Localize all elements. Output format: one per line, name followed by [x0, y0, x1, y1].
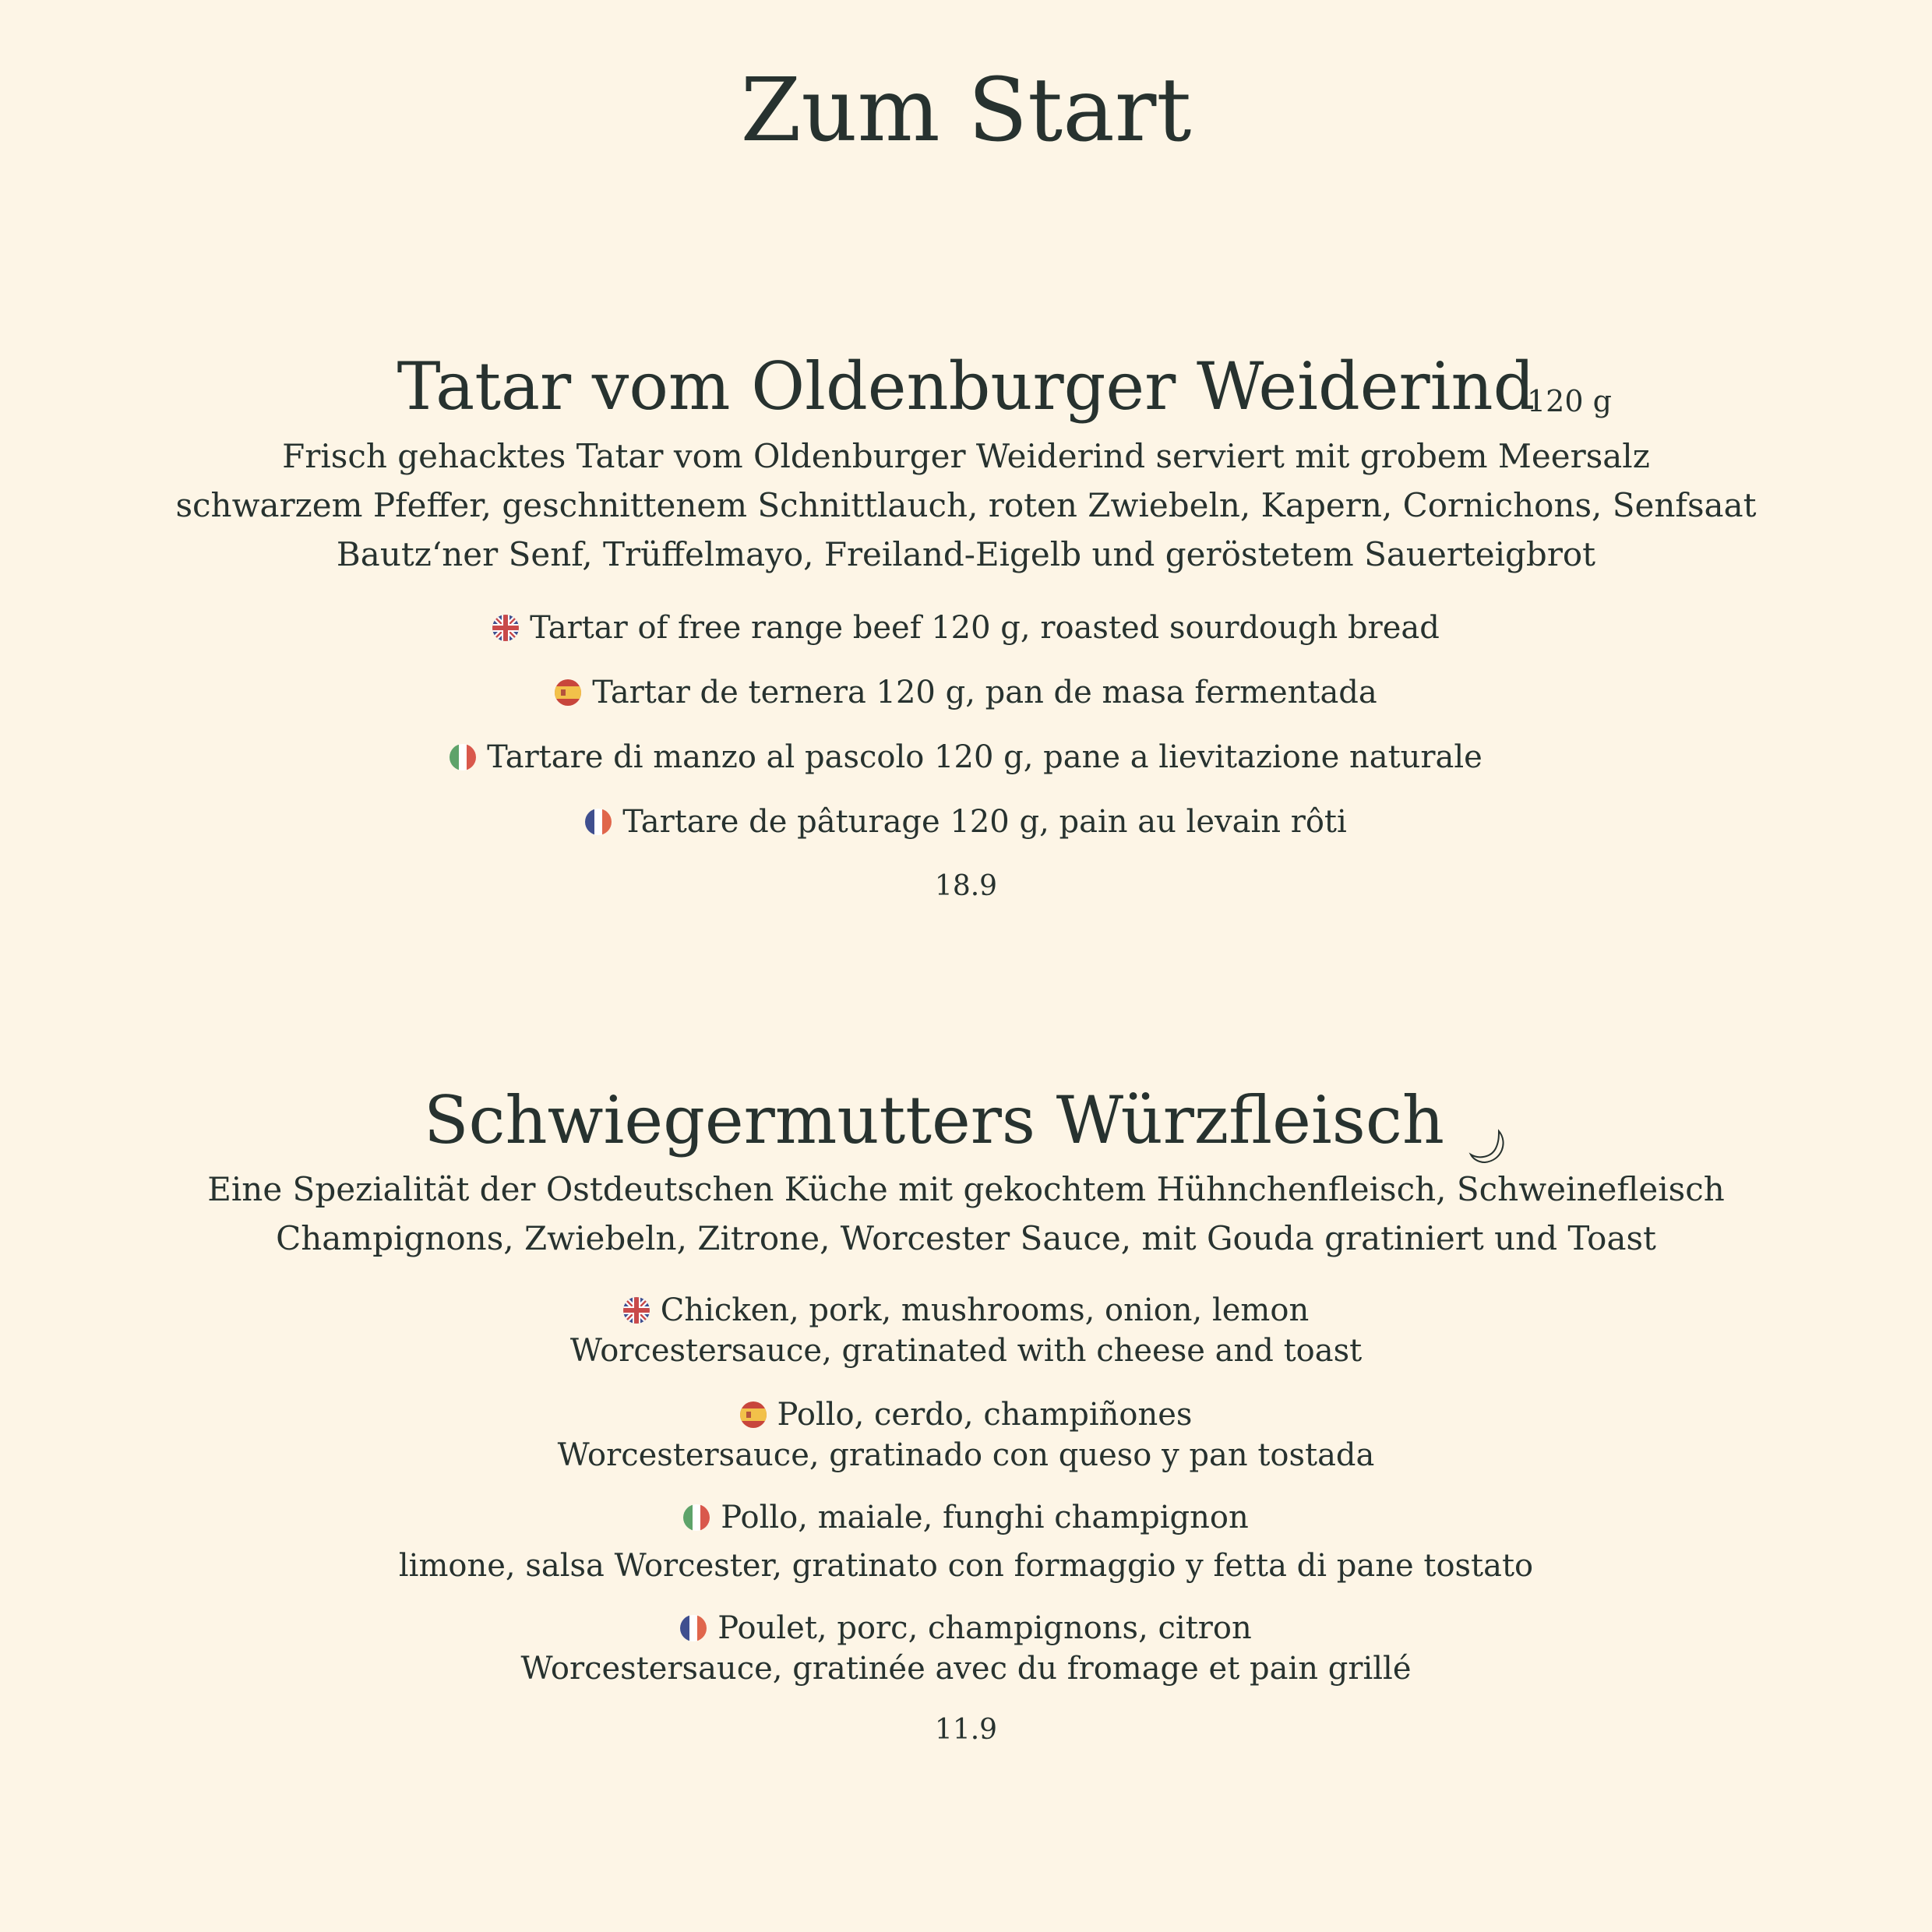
spain-flag-icon	[555, 679, 581, 706]
dish-description-line: Eine Spezialität der Ostdeutschen Küche mit gekochtem Hühnchenfleisch, Schweinefleisch	[207, 1170, 1725, 1208]
dish-description-line: schwarzem Pfeffer, geschnittenem Schnittlauch, roten Zwiebeln, Kapern, Cornichons, Senfsaat	[175, 486, 1757, 524]
translation-es	[0, 1394, 1932, 1435]
italy-flag-icon	[450, 744, 476, 770]
italy-flag-icon	[683, 1504, 710, 1531]
france-flag-icon	[585, 809, 612, 835]
dish-title-wuerzfleisch	[0, 1081, 1932, 1159]
translation-text: Poulet, porc, champignons, citron	[717, 1610, 1252, 1646]
translation-text: Pollo, cerdo, champiñones	[777, 1397, 1193, 1433]
translation-text-line2: limone, salsa Worcester, gratinato con formaggio y fetta di pane tostato	[398, 1548, 1534, 1584]
translation-text-line2: Worcestersauce, gratinado con queso y pan tostada	[557, 1437, 1375, 1473]
translation-fr	[0, 802, 1932, 842]
dish-title-tatar: Tatar vom Oldenburger Weiderind	[397, 348, 1535, 425]
dish-description-line: Champignons, Zwiebeln, Zitrone, Worcester Sauce, mit Gouda gratiniert und Toast	[276, 1219, 1656, 1257]
translation-text: Tartar of free range beef 120 g, roasted sourdough bread	[530, 610, 1440, 646]
translation-en	[0, 608, 1932, 648]
crescent-moon-icon	[1468, 1105, 1508, 1146]
translation-text-line2: Worcestersauce, gratinated with cheese and toast	[569, 1333, 1363, 1369]
translation-text: Tartare de pâturage 120 g, pain au levain rôti	[622, 804, 1347, 840]
france-flag-icon	[680, 1615, 707, 1641]
dish-title-text: Schwiegermutters Würzfleisch	[423, 1082, 1445, 1158]
dish-portion: 120 g	[1527, 384, 1612, 418]
translation-text: Pollo, maiale, funghi champignon	[721, 1500, 1249, 1535]
dish-price: 11.9	[934, 1714, 998, 1746]
dish-description-line: Frisch gehacktes Tatar vom Oldenburger Weiderind serviert mit grobem Meersalz	[282, 437, 1650, 475]
translation-en	[0, 1290, 1932, 1331]
dish-description-line: Bautz‘ner Senf, Trüffelmayo, Freiland-Eigelb und geröstetem Sauerteigbrot	[336, 535, 1596, 573]
uk-flag-icon	[492, 615, 519, 641]
translation-it	[0, 737, 1932, 777]
translation-text: Tartare di manzo al pascolo 120 g, pane a lievitazione naturale	[487, 739, 1482, 775]
translation-fr	[0, 1608, 1932, 1648]
spain-flag-icon	[740, 1401, 767, 1428]
translation-text-line2: Worcestersauce, gratinée avec du fromage et pain grillé	[520, 1651, 1412, 1687]
translation-text: Tartar de ternera 120 g, pan de masa fermentada	[592, 675, 1377, 710]
translation-it	[0, 1497, 1932, 1538]
uk-flag-icon	[623, 1297, 650, 1324]
translation-text: Chicken, pork, mushrooms, onion, lemon	[660, 1292, 1310, 1328]
page-title: Zum Start	[740, 60, 1192, 161]
dish-price: 18.9	[934, 870, 998, 902]
translation-es	[0, 672, 1932, 713]
